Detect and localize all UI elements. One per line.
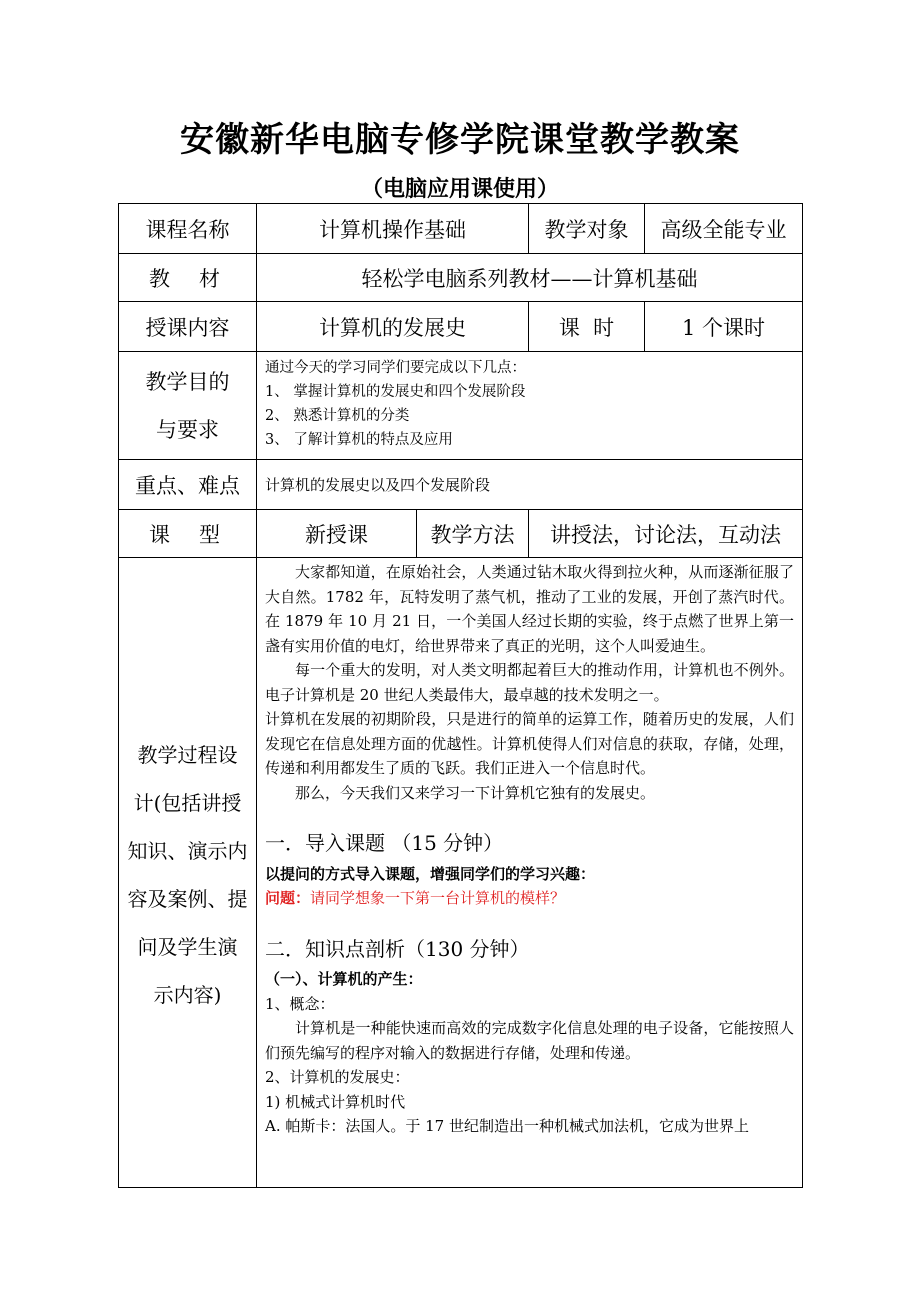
subsection-heading: （一）、计算机的产生： (265, 970, 423, 988)
goals-list: 通过今天的学习同学们要完成以下几点： 1、 掌握计算机的发展史和四个发展阶段 2、 熟悉计算机的分类 3、 了解计算机的特点及应用 (257, 352, 803, 460)
list-item: 2、计算机的发展史： (265, 1068, 410, 1086)
hours-value: 1 个课时 (645, 302, 803, 352)
lesson-plan-table (118, 203, 803, 1188)
row-course (119, 204, 803, 254)
list-item: A. 帕斯卡：法国人。于 17 世纪制造出一种机械式加法机，它成为世界上 (265, 1117, 749, 1135)
row-type (119, 510, 803, 558)
course-name-label: 课程名称 (119, 204, 257, 254)
row-content (119, 302, 803, 352)
target-value: 高级全能专业 (645, 204, 803, 254)
target-label: 教学对象 (529, 204, 645, 254)
row-textbook (119, 254, 803, 302)
intro-instruction: 以提问的方式导入课题，增强同学们的学习兴趣： (265, 864, 596, 883)
paragraph: 每一个重大的发明，对人类文明都起着巨大的推动作用，计算机也不例外。电子计算机是 20 世纪人类最伟大，最卓越的技术发明之一。 (265, 661, 794, 704)
concept-text: 计算机是一种能快速而高效的完成数字化信息处理的电子设备，它能按照人们预先编写的程序对输入的数据进行存储，处理和传递。 (265, 1019, 794, 1062)
process-content (257, 558, 803, 1188)
row-keypoints (119, 460, 803, 510)
section-heading-knowledge: 二．知识点剖析（130 分钟） (265, 936, 530, 961)
paragraph: 大家都知道，在原始社会，人类通过钻木取火得到拉火种，从而逐渐征服了大自然。1782 年，瓦特发明了蒸气机，推动了工业的发展，开创了蒸汽时代。在 1879 年 10 月 21 日，一个美国人经过长期的实验，终于点燃了世界上第一盏有实用价值的电灯，给世界带来了真正的光明，这个人叫爱迪生。 (265, 563, 794, 655)
keypoints-value: 计算机的发展史以及四个发展阶段 (257, 460, 803, 510)
content-value: 计算机的发展史 (257, 302, 529, 352)
goals-label: 教学目的 与要求 (119, 352, 257, 460)
section-heading-intro: 一．导入课题 （15 分钟） (265, 831, 504, 855)
list-item: 1、概念： (265, 994, 335, 1013)
course-name-value: 计算机操作基础 (257, 204, 529, 254)
textbook-label: 教 材 (119, 254, 257, 302)
page-title: 安徽新华电脑专修学院课堂教学教案 (180, 120, 740, 160)
method-value: 讲授法，讨论法，互动法 (529, 510, 803, 558)
type-value: 新授课 (257, 510, 417, 558)
type-label: 课 型 (119, 510, 257, 558)
row-process (119, 558, 803, 1188)
paragraph: 计算机在发展的初期阶段，只是进行的简单的运算工作，随着历史的发展，人们发现它在信息处理方面的优越性。计算机使得人们对信息的获取，存储，处理，传递和利用都发生了质的飞跃。我们正进入一个信息时代。 (265, 710, 794, 777)
paragraph: 那么，今天我们又来学习一下计算机它独有的发展史。 (295, 783, 656, 802)
content-label: 授课内容 (119, 302, 257, 352)
hours-label: 课 时 (529, 302, 645, 352)
process-label: 教学过程设 计(包括讲授 知识、演示内 容及案例、提 问及学生演 示内容) (119, 558, 257, 1188)
question-line: 问题：请同学想象一下第一台计算机的模样？ (265, 889, 566, 907)
list-item: 1) 机械式计算机时代 (265, 1092, 406, 1111)
page-subtitle: （电脑应用课使用） (360, 176, 559, 202)
textbook-value: 轻松学电脑系列教材——计算机基础 (257, 254, 803, 302)
row-goals (119, 352, 803, 460)
method-label: 教学方法 (417, 510, 529, 558)
keypoints-label: 重点、难点 (119, 460, 257, 510)
